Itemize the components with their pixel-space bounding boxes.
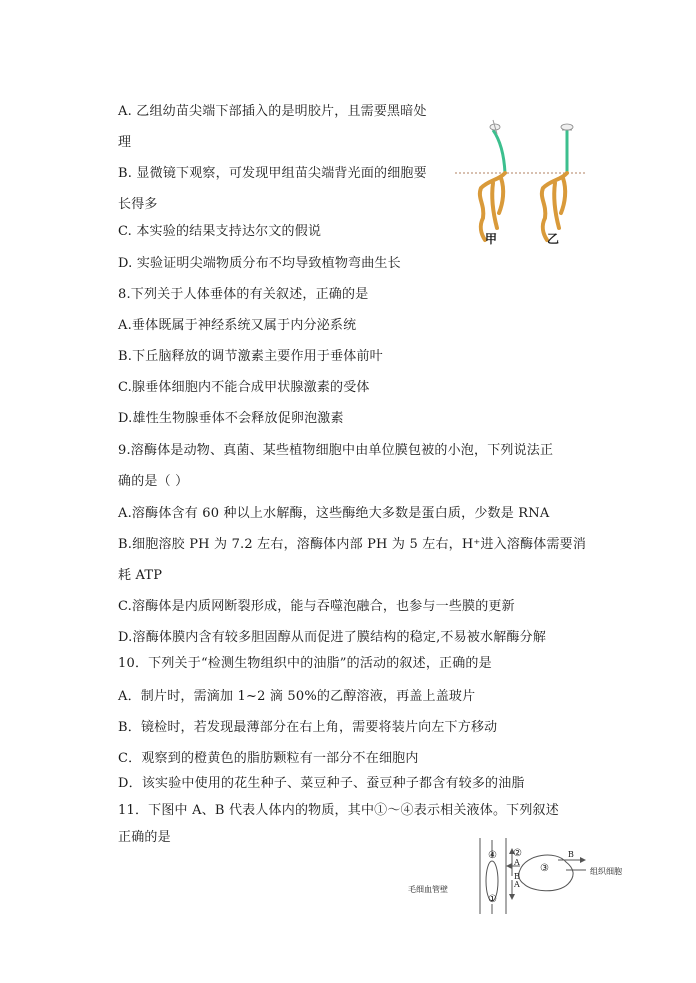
q9-stem-line2: 确的是（ ） <box>118 474 189 489</box>
option-7a-line2: 理 <box>118 135 132 150</box>
seedling-figure <box>455 118 585 248</box>
option-7c: C. 本实验的结果支持达尔文的假说 <box>118 224 322 239</box>
label-n1: ① <box>488 894 497 905</box>
q11-stem-line2: 正确的是 <box>118 830 171 845</box>
q9-option-b-line1: B.细胞溶胶 PH 为 7.2 左右，溶酶体内部 PH 为 5 左右，H⁺进入溶酶体需要消 <box>118 537 587 552</box>
q8-option-d: D.雄性生物腺垂体不会释放促卵泡激素 <box>118 411 344 426</box>
q10-option-d: D．该实验中使用的花生种子、菜豆种子、蚕豆种子都含有较多的油脂 <box>118 776 525 791</box>
label-n3: ③ <box>540 863 549 874</box>
label-jia: 甲 <box>485 232 498 246</box>
q9-option-c: C.溶酶体是内质网断裂形成，能与吞噬泡融合，也参与一些膜的更新 <box>118 599 515 614</box>
label-b1: B <box>514 872 520 881</box>
q8-option-a: A.垂体既属于神经系统又属于内分泌系统 <box>118 318 357 333</box>
tissue-cell-label: 组织细胞 <box>590 867 622 876</box>
capillary-wall-label: 毛细血管壁 <box>408 885 448 894</box>
q9-option-d: D.溶酶体膜内含有较多胆固醇从而促进了膜结构的稳定,不易被水解酶分解 <box>118 630 547 645</box>
label-a2: A <box>514 880 520 889</box>
q10-option-c: C．观察到的橙黄色的脂肪颗粒有一部分不在细胞内 <box>118 751 419 766</box>
option-7d: D. 实验证明尖端物质分布不均导致植物弯曲生长 <box>118 256 401 271</box>
label-yi: 乙 <box>547 232 560 246</box>
q10-stem: 10．下列关于“检测生物组织中的油脂”的活动的叙述，正确的是 <box>118 656 492 671</box>
q8-option-b: B.下丘脑释放的调节激素主要作用于垂体前叶 <box>118 349 383 364</box>
q10-option-b: B．镜检时，若发现最薄部分在右上角，需要将装片向左下方移动 <box>118 720 498 735</box>
q8-stem: 8.下列关于人体垂体的有关叙述，正确的是 <box>118 287 369 302</box>
option-7b-line2: 长得多 <box>118 197 158 212</box>
option-7b-line1: B. 显微镜下观察，可发现甲组苗尖端背光面的细胞要 <box>118 166 427 181</box>
q9-stem-line1: 9.溶酶体是动物、真菌、某些植物细胞中由单位膜包被的小泡，下列说法正 <box>118 443 554 458</box>
option-7a-line1: A. 乙组幼苗尖端下部插入的是明胶片，且需要黑暗处 <box>118 104 427 119</box>
q8-option-c: C.腺垂体细胞内不能合成甲状腺激素的受体 <box>118 380 370 395</box>
label-a1: A <box>514 858 520 867</box>
label-n4: ④ <box>488 850 497 861</box>
q9-option-a: A.溶酶体含有 60 种以上水解酶，这些酶绝大多数是蛋白质，少数是 RNA <box>118 506 550 521</box>
label-n2: ② <box>513 848 522 859</box>
q10-option-a: A．制片时，需滴加 1~2 滴 50%的乙醇溶液，再盖上盖玻片 <box>118 689 476 704</box>
q11-stem-line1: 11．下图中 A、B 代表人体内的物质，其中①～④表示相关液体。下列叙述 <box>118 803 559 818</box>
label-b2: B <box>568 850 574 859</box>
body-fluid-diagram <box>408 836 638 916</box>
q9-option-b-line2: 耗 ATP <box>118 568 163 583</box>
